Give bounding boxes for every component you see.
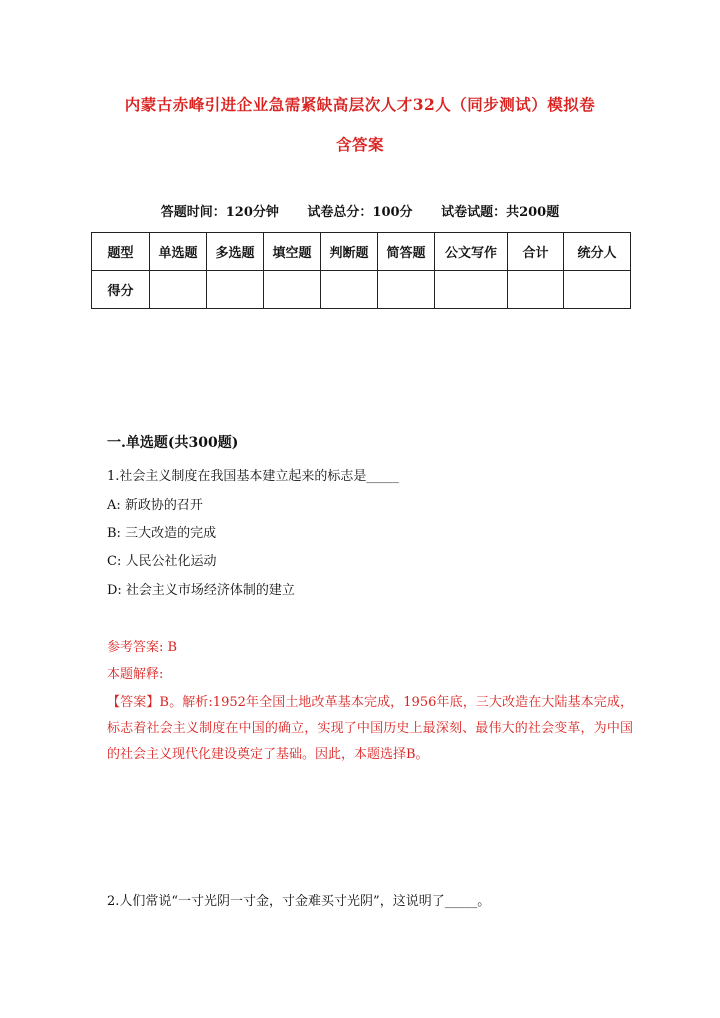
score-cell xyxy=(150,271,207,309)
score-table-score-row xyxy=(92,271,631,309)
score-cell xyxy=(321,271,378,309)
exam-question-count: 试卷试题：共200题 xyxy=(441,205,560,220)
question-1-explain-label: 本题解释: xyxy=(107,667,164,682)
score-table-header-row xyxy=(92,233,631,271)
table-header-cell: 单选题 xyxy=(150,233,207,271)
table-header-cell: 多选题 xyxy=(207,233,264,271)
table-header-cell: 合计 xyxy=(508,233,564,271)
score-cell xyxy=(264,271,321,309)
question-2-stem: 2.人们常说“一寸光阴一寸金，寸金难买寸光阴”，这说明了_____。 xyxy=(107,894,491,909)
score-cell xyxy=(508,271,564,309)
question-1-option-c: C: 人民公社化运动 xyxy=(107,554,217,569)
document-subtitle: 含答案 xyxy=(335,135,384,154)
question-1-answer: 参考答案: B xyxy=(107,640,178,655)
table-header-cell: 统分人 xyxy=(564,233,631,271)
question-1-option-b: B: 三大改造的完成 xyxy=(107,526,217,541)
question-1-explanation: 【答案】B。解析:1952年全国土地改革基本完成，1956年底，三大改造在大陆基本完成，标志着社会主义制度在中国的确立，实现了中国历史上最深刻、最伟大的社会变革，为中国的社会主义现代化建设奠定了基础。因此，本题选择B。 xyxy=(107,695,633,762)
question-1-stem: 1.社会主义制度在我国基本建立起来的标志是_____ xyxy=(107,469,399,484)
score-table xyxy=(91,232,631,309)
section-heading: 一.单选题(共300题) xyxy=(107,435,239,451)
document-title: 内蒙古赤峰引进企业急需紧缺高层次人才32人（同步测试）模拟卷 xyxy=(124,95,596,114)
question-1-option-a: A: 新政协的召开 xyxy=(107,498,203,513)
exam-total-score: 试卷总分：100分 xyxy=(307,205,413,220)
score-cell xyxy=(378,271,435,309)
exam-time: 答题时间：120分钟 xyxy=(160,205,279,220)
table-header-cell: 公文写作 xyxy=(435,233,508,271)
table-header-cell: 判断题 xyxy=(321,233,378,271)
exam-info xyxy=(60,201,660,220)
question-1-option-d: D: 社会主义市场经济体制的建立 xyxy=(107,583,295,598)
score-cell xyxy=(207,271,264,309)
score-row-label: 得分 xyxy=(92,271,150,309)
score-cell xyxy=(435,271,508,309)
table-header-cell: 填空题 xyxy=(264,233,321,271)
table-header-cell: 简答题 xyxy=(378,233,435,271)
table-header-cell: 题型 xyxy=(92,233,150,271)
score-cell xyxy=(564,271,631,309)
